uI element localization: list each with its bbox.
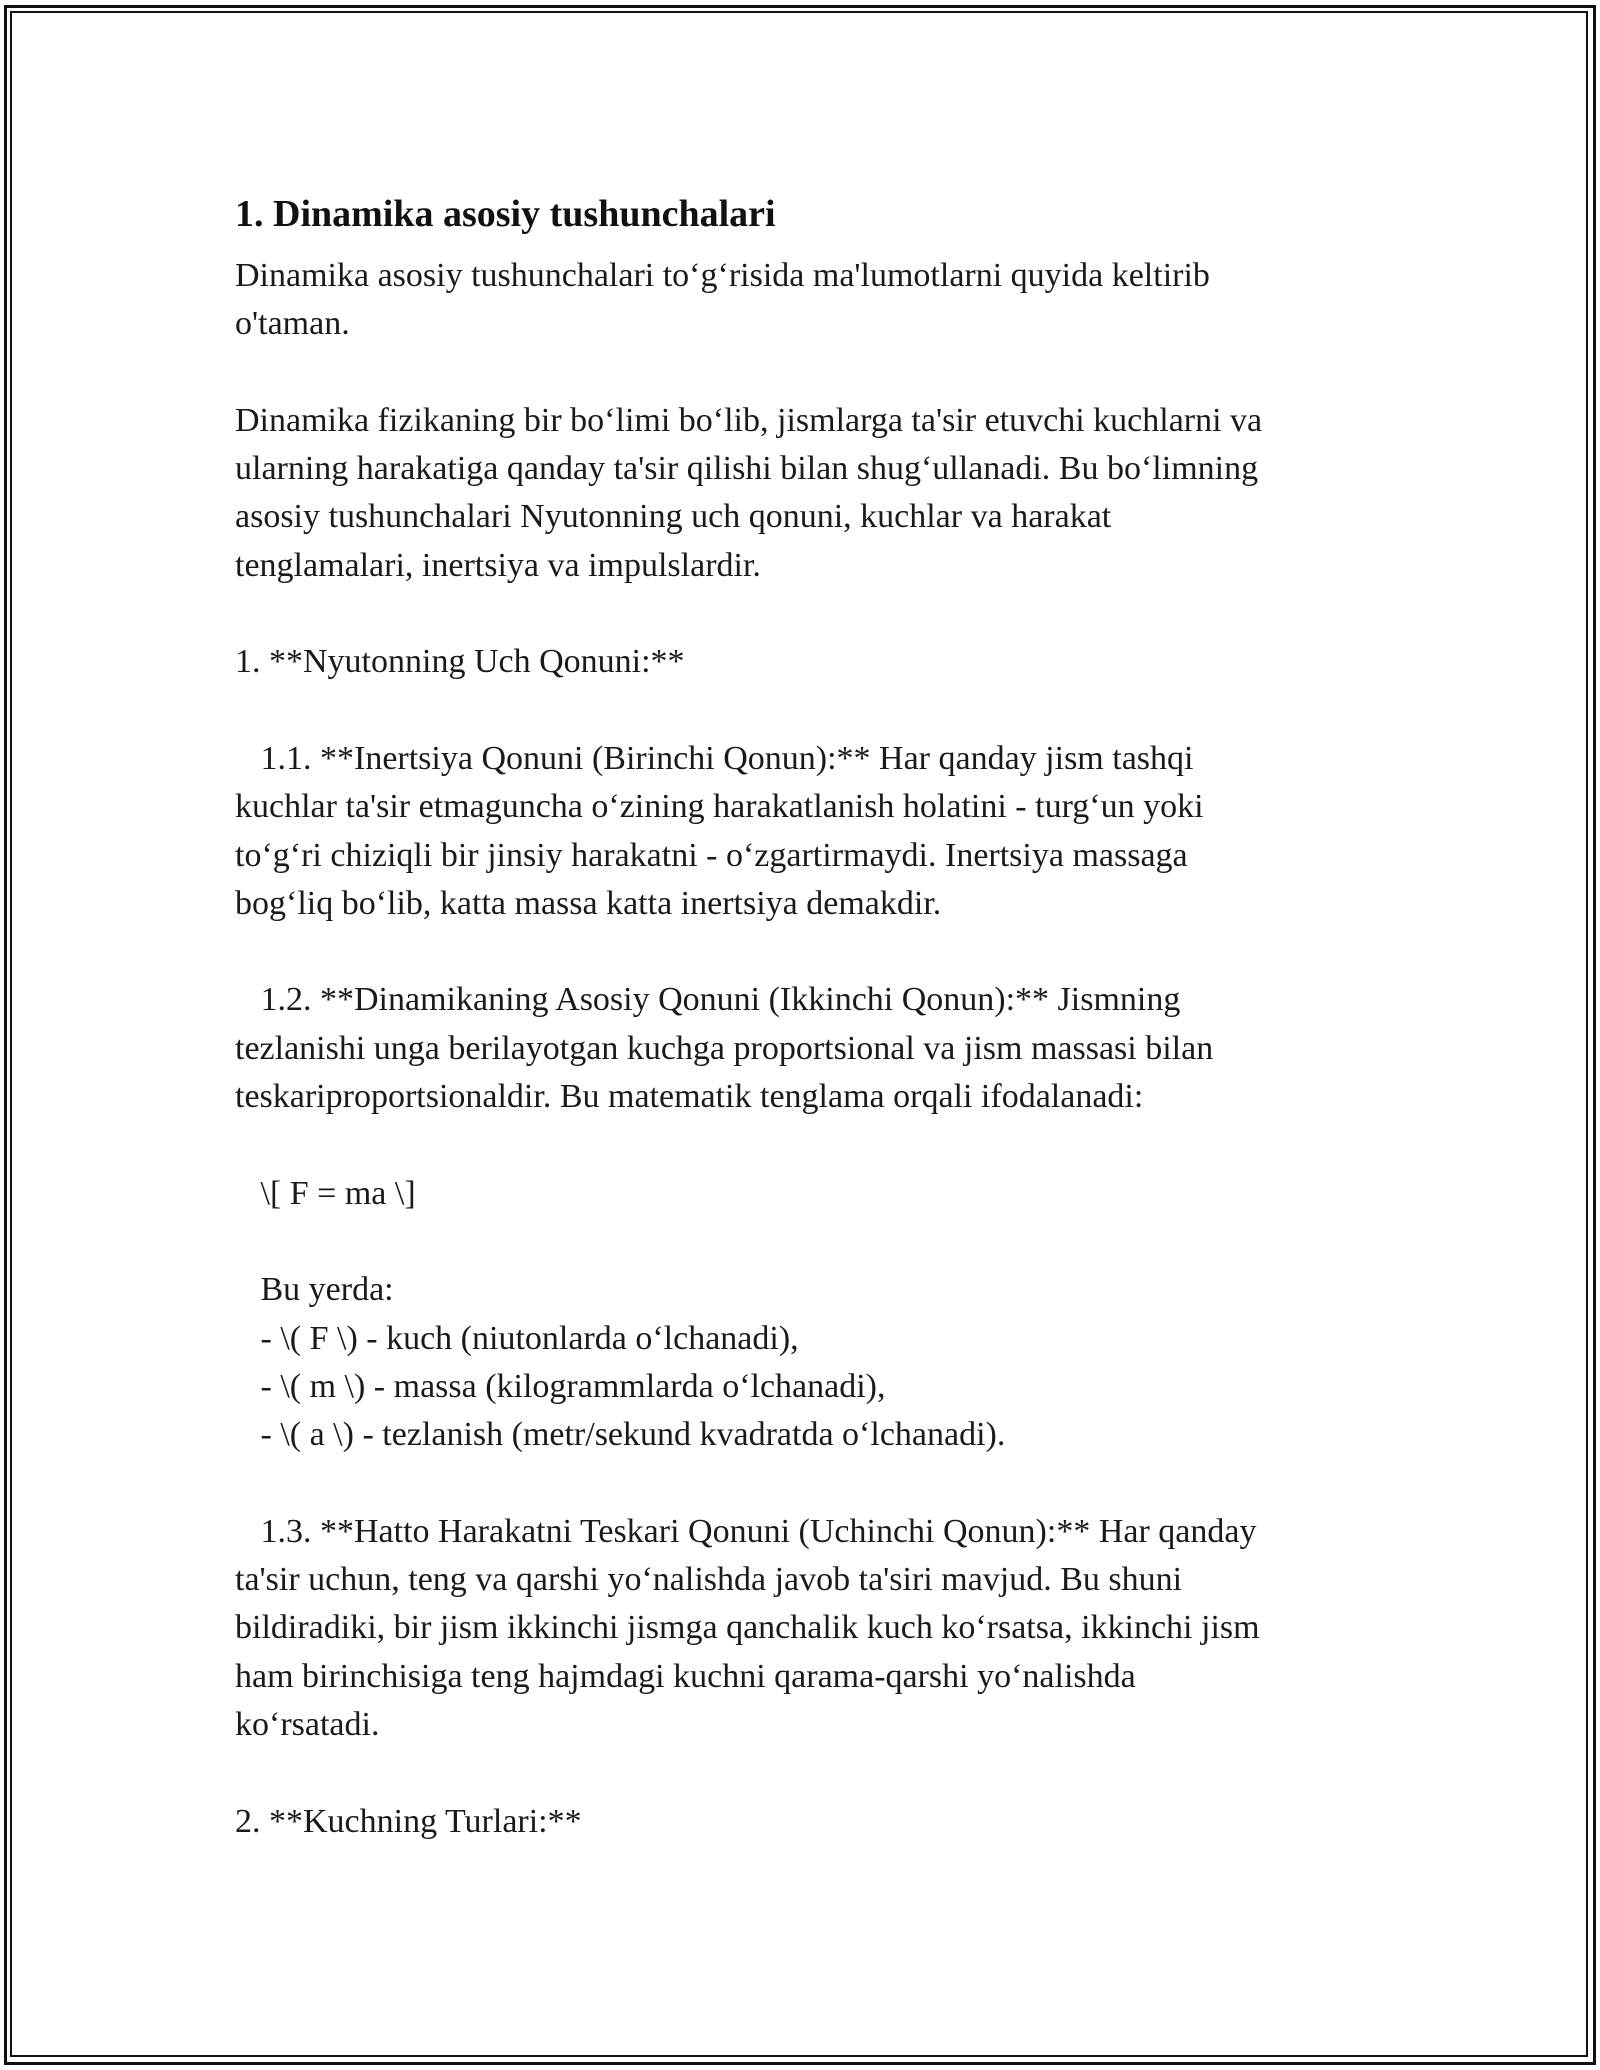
text-line: 1.3. **Hatto Harakatni Teskari Qonuni (Uchinchi Qonun):** Har qanday bbox=[235, 1512, 1257, 1550]
text-line: 1.1. **Inertsiya Qonuni (Birinchi Qonun):** Har qanday jism tashqi bbox=[235, 739, 1194, 777]
text-line: \[ F = ma \] bbox=[235, 1174, 416, 1212]
text-line: Bu yerda: bbox=[235, 1271, 394, 1309]
blank-line bbox=[235, 349, 1375, 397]
text-line: ularning harakatiga qanday ta'sir qilishi bilan shug‘ullanadi. Bu bo‘limning bbox=[235, 450, 1259, 488]
blank-line bbox=[235, 1121, 1375, 1169]
blank-line bbox=[235, 928, 1375, 976]
text-line: tezlanishi unga berilayotgan kuchga proportsional va jism massasi bilan bbox=[235, 1029, 1214, 1067]
blank-line bbox=[235, 1749, 1375, 1797]
text-line: - \( a \) - tezlanish (metr/sekund kvadratda o‘lchanadi). bbox=[235, 1416, 1006, 1454]
text-line: - \( m \) - massa (kilogrammlarda o‘lchanadi), bbox=[235, 1367, 886, 1405]
text-line: tenglamalari, inertsiya va impulslardir. bbox=[235, 546, 761, 584]
blank-line bbox=[235, 1459, 1375, 1507]
document-heading: 1. Dinamika asosiy tushunchalari bbox=[235, 193, 776, 235]
text-line: teskariproportsionaldir. Bu matematik tenglama orqali ifodalanadi: bbox=[235, 1078, 1144, 1116]
text-line: ko‘rsatadi. bbox=[235, 1705, 380, 1743]
text-line: Dinamika fizikaning bir bo‘limi bo‘lib, jismlarga ta'sir etuvchi kuchlarni va bbox=[235, 401, 1263, 439]
blank-line bbox=[235, 687, 1375, 735]
text-line: ta'sir uchun, teng va qarshi yo‘nalishda javob ta'siri mavjud. Bu shuni bbox=[235, 1561, 1183, 1599]
blank-line bbox=[235, 590, 1375, 638]
text-line: o'taman. bbox=[235, 305, 350, 343]
document-text bbox=[235, 252, 1375, 1846]
text-line: kuchlar ta'sir etmaguncha o‘zining harakatlanish holatini - turg‘un yoki bbox=[235, 788, 1204, 826]
text-line: 1.2. **Dinamikaning Asosiy Qonuni (Ikkinchi Qonun):** Jismning bbox=[235, 981, 1181, 1019]
text-line: to‘g‘ri chiziqli bir jinsiy harakatni - o‘zgartirmaydi. Inertsiya massaga bbox=[235, 836, 1188, 874]
text-line: asosiy tushunchalari Nyutonning uch qonuni, kuchlar va harakat bbox=[235, 498, 1112, 536]
text-line: 1. **Nyutonning Uch Qonuni:** bbox=[235, 643, 685, 681]
document-body bbox=[235, 186, 1375, 1846]
text-line: ham birinchisiga teng hajmdagi kuchni qarama-qarshi yo‘nalishda bbox=[235, 1657, 1136, 1695]
blank-line bbox=[235, 1218, 1375, 1266]
text-line: Dinamika asosiy tushunchalari to‘g‘risida ma'lumotlarni quyida keltirib bbox=[235, 257, 1210, 294]
text-line: - \( F \) - kuch (niutonlarda o‘lchanadi), bbox=[235, 1319, 799, 1357]
text-line: bildiradiki, bir jism ikkinchi jismga qanchalik kuch ko‘rsatsa, ikkinchi jism bbox=[235, 1609, 1260, 1647]
text-line: 2. **Kuchning Turlari:** bbox=[235, 1802, 582, 1840]
text-line: bog‘liq bo‘lib, katta massa katta inertsiya demakdir. bbox=[235, 884, 942, 922]
